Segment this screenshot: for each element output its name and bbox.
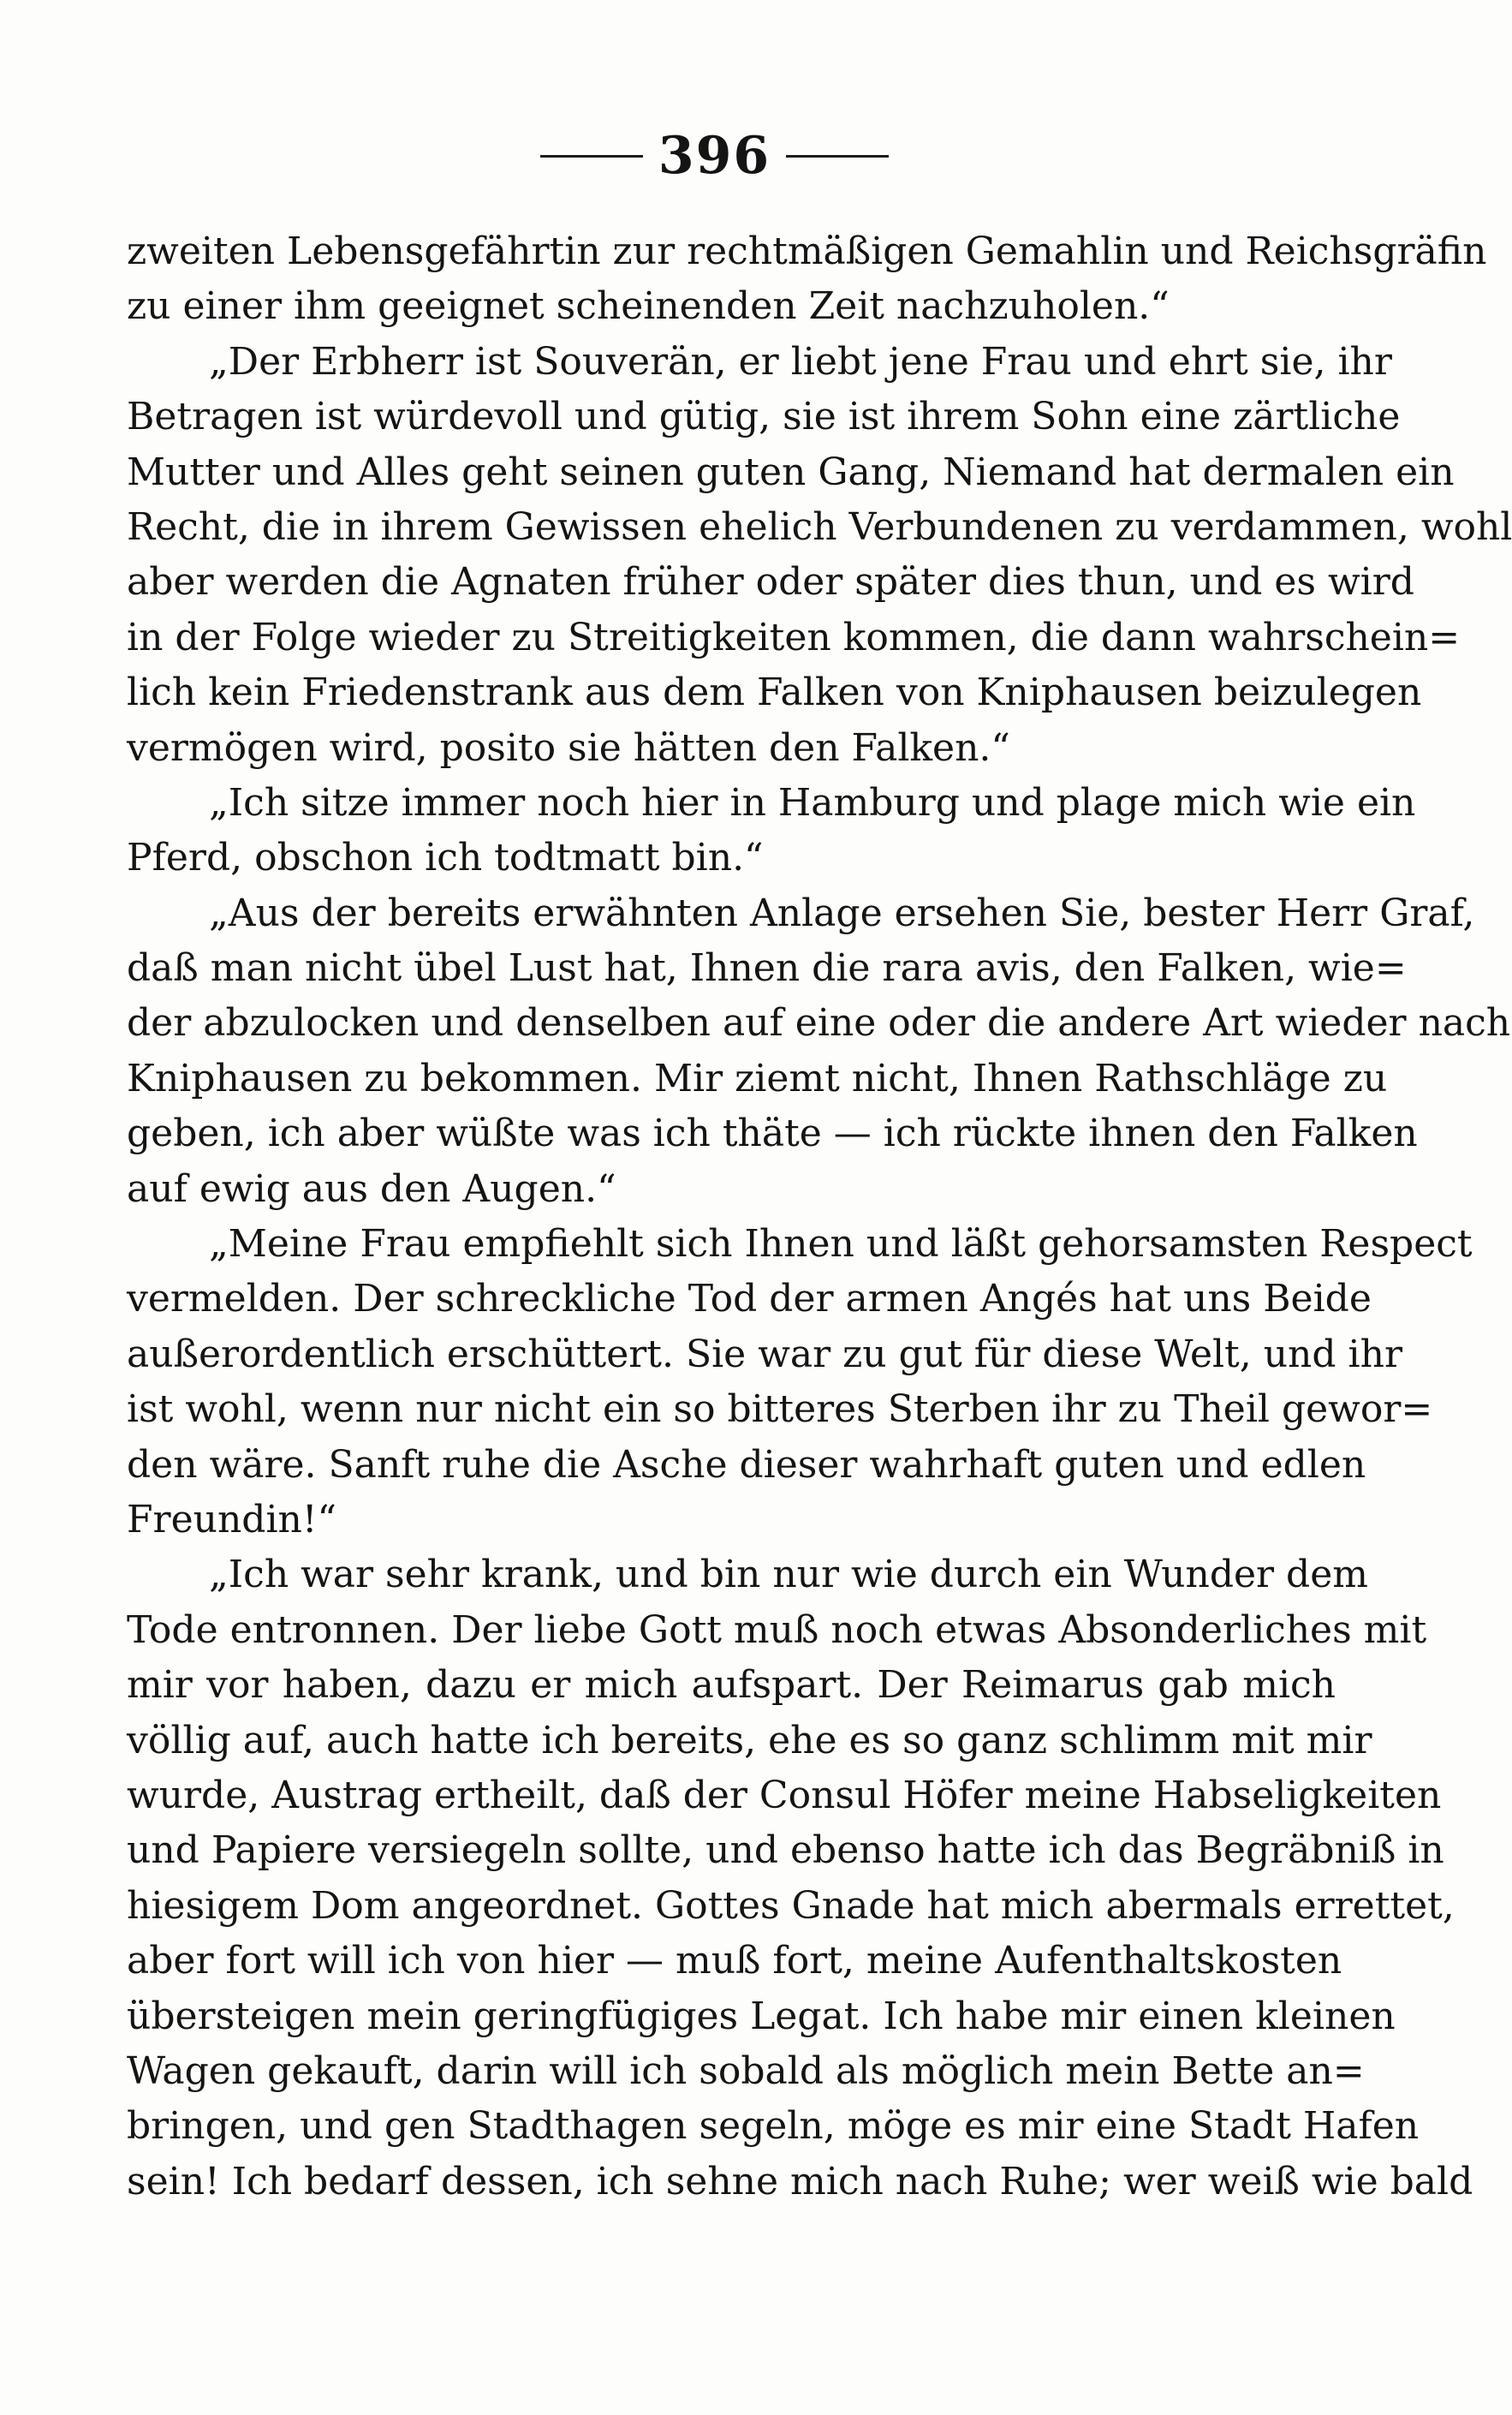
text-line: Freundin!“ — [127, 1497, 337, 1541]
header-rule-right — [786, 155, 889, 158]
text-line: Kniphausen zu bekommen. Mir ziemt nicht, Ihnen Rathschläge zu — [127, 1056, 1388, 1100]
text-line: Tode entronnen. Der liebe Gott muß noch etwas Absonderliches mit — [127, 1607, 1427, 1652]
text-line: wurde, Austrag ertheilt, daß der Consul Höfer meine Habseligkeiten — [127, 1773, 1442, 1817]
text-line: „Ich sitze immer noch hier in Hamburg und plage mich wie ein — [209, 780, 1416, 825]
text-line: Recht, die in ihrem Gewissen ehelich Verbundenen zu verdammen, wohl — [127, 504, 1512, 549]
text-line: „Ich war sehr krank, und bin nur wie durch ein Wunder dem — [209, 1553, 1368, 1597]
text-line: „Der Erbherr ist Souverän, er liebt jene Frau und ehrt sie, ihr — [209, 339, 1392, 384]
text-line: vermelden. Der schreckliche Tod der armen Angés hat uns Beide — [127, 1277, 1372, 1321]
text-line: geben, ich aber wüßte was ich thäte — ich rückte ihnen den Falken — [127, 1112, 1418, 1156]
text-line: zweiten Lebensgefährtin zur rechtmäßigen Gemahlin und Reichsgräfin — [127, 230, 1487, 273]
text-line: daß man nicht übel Lust hat, Ihnen die rara avis, den Falken, wie= — [127, 946, 1407, 991]
text-line: mir vor haben, dazu er mich aufspart. Der Reimarus gab mich — [127, 1663, 1336, 1708]
text-line: lich kein Friedenstrank aus dem Falken von Kniphausen beizulegen — [127, 671, 1422, 715]
text-line: Pferd, obschon ich todtmatt bin.“ — [127, 836, 764, 880]
page-number: 396 — [658, 126, 771, 186]
text-line: „Aus der bereits erwähnten Anlage ersehen Sie, bester Herr Graf, — [209, 891, 1475, 935]
text-line: Betragen ist würdevoll und gütig, sie ist ihrem Sohn eine zärtliche — [127, 395, 1401, 439]
text-line: zu einer ihm geeignet scheinenden Zeit nachzuholen.“ — [127, 284, 1170, 329]
text-line: Wagen gekauft, darin will ich sobald als möglich mein Bette an= — [127, 2048, 1365, 2093]
text-line: aber fort will ich von hier — muß fort, meine Aufenthaltskosten — [127, 1939, 1342, 1983]
text-line: Mutter und Alles geht seinen guten Gang, Niemand hat dermalen ein — [127, 450, 1455, 494]
header-rule-left — [540, 155, 643, 158]
page-header — [0, 122, 1429, 190]
text-line: ist wohl, wenn nur nicht ein so bitteres Sterben ihr zu Theil gewor= — [127, 1387, 1433, 1432]
text-line: übersteigen mein geringfügiges Legat. Ich habe mir einen kleinen — [127, 1994, 1396, 2038]
body-text — [127, 224, 1512, 2331]
text-line: „Meine Frau empfiehlt sich Ihnen und läßt gehorsamsten Respect — [209, 1222, 1473, 1267]
text-line: in der Folge wieder zu Streitigkeiten kommen, die dann wahrschein= — [127, 615, 1461, 659]
text-line: hiesigem Dom angeordnet. Gottes Gnade hat mich abermals errettet, — [127, 1883, 1455, 1928]
text-line: und Papiere versiegeln sollte, und ebenso hatte ich das Begräbniß in — [127, 1828, 1444, 1873]
text-line: sein! Ich bedarf dessen, ich sehne mich nach Ruhe; wer weiß wie bald — [127, 2159, 1473, 2203]
text-line: außerordentlich erschüttert. Sie war zu gut für diese Welt, und ihr — [127, 1332, 1402, 1376]
text-line: aber werden die Agnaten früher oder später dies thun, und es wird — [127, 560, 1414, 605]
text-line: auf ewig aus den Augen.“ — [127, 1166, 616, 1211]
text-line: vermögen wird, posito sie hätten den Falken.“ — [127, 725, 1010, 770]
text-line: der abzulocken und denselben auf eine oder die andere Art wieder nach — [127, 1001, 1511, 1046]
text-line: den wäre. Sanft ruhe die Asche dieser wahrhaft guten und edlen — [127, 1442, 1366, 1487]
text-line: bringen, und gen Stadthagen segeln, möge es mir eine Stadt Hafen — [127, 2104, 1420, 2149]
text-line: völlig auf, auch hatte ich bereits, ehe es so ganz schlimm mit mir — [127, 1718, 1372, 1762]
